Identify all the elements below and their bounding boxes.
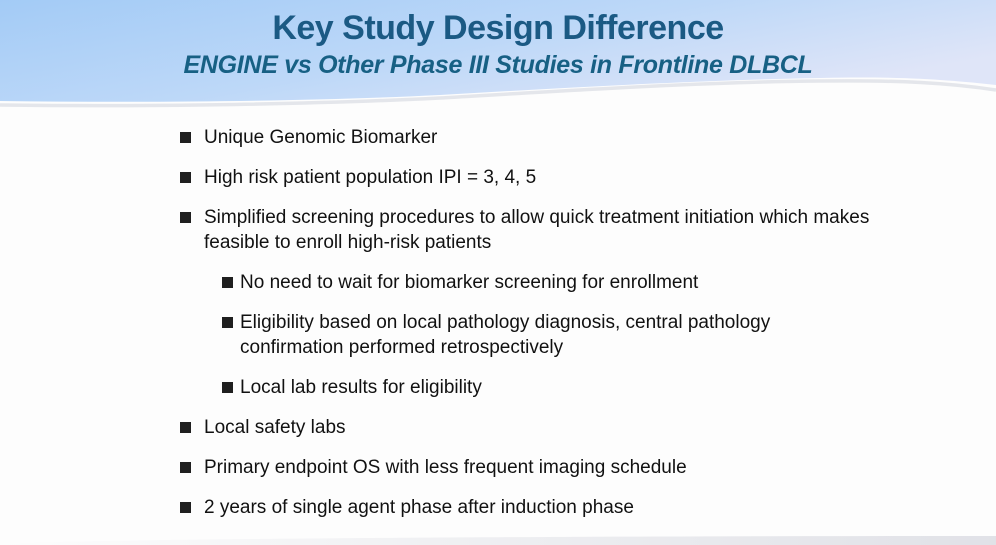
bullet-square-icon [222,382,233,393]
bottom-gray-band [0,536,996,545]
bullet-text: 2 years of single agent phase after induction phase [204,497,634,518]
bullet-text: Simplified screening procedures to allow quick treatment initiation which makes feasible to enroll high-risk patients [204,207,870,253]
bullet-text: Eligibility based on local pathology diagnosis, central pathology confirmation performed retrospectively [240,312,771,358]
bullet-text: No need to wait for biomarker screening for enrollment [240,272,699,293]
bullet-item [180,165,872,190]
bullet-square-icon [222,277,233,288]
bullet-square-icon [180,212,191,223]
bullet-text: Primary endpoint OS with less frequent imaging schedule [204,457,687,478]
bullet-text: Unique Genomic Biomarker [204,127,438,148]
sub-bullet-item [222,375,872,400]
sub-bullet-item [222,310,872,360]
bullet-square-icon [180,502,191,513]
bullet-text: High risk patient population IPI = 3, 4, 5 [204,167,537,188]
bullet-item [180,125,872,150]
bullet-square-icon [180,462,191,473]
slide-title: Key Study Design Difference [272,9,724,47]
bullet-square-icon [180,422,191,433]
bullet-item [180,495,872,520]
slide-subtitle: ENGINE vs Other Phase III Studies in Frontline DLBCL [183,51,813,79]
bullet-item [180,455,872,480]
bullet-square-icon [180,132,191,143]
bullet-item [180,205,872,255]
sub-bullet-item [222,270,872,295]
bullet-square-icon [222,317,233,328]
slide-header [0,8,996,80]
bullet-text: Local safety labs [204,417,346,438]
bullet-text: Local lab results for eligibility [240,377,482,398]
bullet-list [180,125,872,535]
bullet-item [180,415,872,440]
bullet-square-icon [180,172,191,183]
